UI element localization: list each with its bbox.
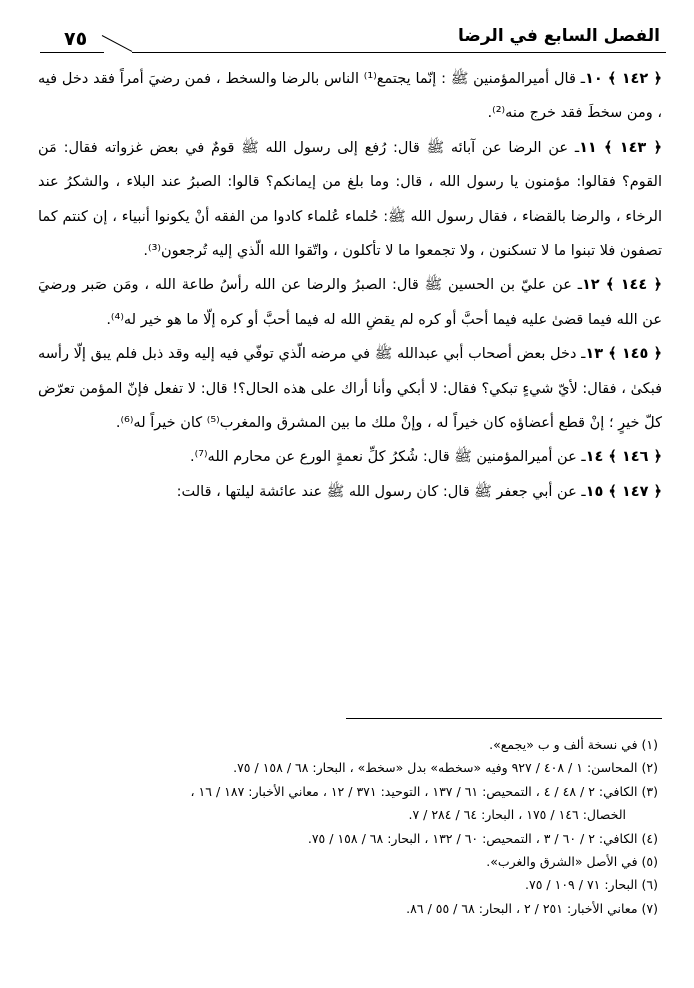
- hadith-text: ـ عن أبي جعفر ﷺ قال: كان رسول الله ﷺ عند عائشة ليلتها ، قالت:: [176, 483, 586, 500]
- footnote: (٢) المحاسن: ١ / ٤٠٨ / ٩٢٧ وفيه «سخطه» بدل «سخط» ، البحار: ٦٨ / ١٥٨ / ٧٥.: [233, 760, 658, 776]
- main-text: [38, 62, 662, 509]
- footnote-separator: [346, 718, 662, 719]
- hadith-number: ﴿ ١٤٤ ﴾ ١٢: [581, 277, 663, 294]
- hadith-text: ـ دخل بعض أصحاب أبي عبدالله ﷺ في مرضه الّذي توفّي فيه إليه وقد ذبل فلم يبق إلّا رأسه فبكىٰ ، فقال: لأيّ شيءٍ تبكي؟ فقال: لا أبكي وأنا أراك على هذه الحال؟! قال: لا تفعل فإنّ المؤمن تعرّض كلّ خيرٍ ؛ إنْ قطع أعضاؤه كان خيراً له ، وإنْ ملك ما بين المشرق والمغرب⁽⁵⁾ كان خيراً له⁽⁶⁾.: [38, 346, 662, 432]
- header-rule: [132, 52, 666, 53]
- hadith-paragraph: [38, 62, 662, 131]
- footnote-continuation: الخصال: ١٤٦ / ١٧٥ ، البحار: ٦٤ / ٢٨٤ / ٧.: [408, 807, 626, 823]
- hadith-number: ﴿ ١٤٦ ﴾ ١٤: [585, 449, 662, 466]
- hadith-paragraph: [38, 337, 662, 440]
- hadith-text: ـ عن عليّ بن الحسين ﷺ قال: الصبرُ والرضا عن الله رأسُ طاعة الله ، ومَن صَبر ورضيَ عن الله فيما قضىٰ عليه فيما أحبَّ أو كره لم يقضِ الله له فيما أحبَّ أو كره إلّا ما هو خير له⁽⁴⁾.: [38, 277, 662, 328]
- header-rule-left: [40, 52, 104, 53]
- hadith-number: ﴿ ١٤٧ ﴾ ١٥: [585, 483, 662, 500]
- hadith-paragraph: [38, 440, 662, 474]
- page-number: ٧٥: [64, 28, 88, 50]
- hadith-text: ـ عن أميرالمؤمنين ﷺ قال: شُكرُ كلِّ نعمةٍ الورع عن محارم الله⁽⁷⁾.: [190, 449, 586, 466]
- hadith-paragraph: [38, 475, 662, 509]
- page-header: [40, 26, 666, 58]
- footnote: (٣) الكافي: ٢ / ٤٨ / ٤ ، التمحيص: ٦١ / ١٣٧ ، التوحيد: ٣٧١ / ١٢ ، معاني الأخبار: ١٨٧ / ١٦ ،: [190, 783, 658, 799]
- footnote: (١) في نسخة ألف و ب «يجمع».: [489, 737, 658, 752]
- chapter-title: الفصل السابع في الرضا: [458, 26, 660, 46]
- footnote: (٥) في الأصل «الشرق والغرب».: [486, 854, 658, 870]
- footnote: (٧) معاني الأخبار: ٢٥١ / ٢ ، البحار: ٦٨ / ٥٥ / ٨٦.: [406, 900, 658, 916]
- footnotes: [38, 733, 662, 920]
- footnote: (٦) البحار: ٧١ / ١٠٩ / ٧٥.: [525, 877, 658, 893]
- hadith-text: ـ عن الرضا عن آبائه ﷺ قال: رُفع إلى رسول الله ﷺ قومٌ في بعض غزواته فقال: مَن القوم؟ فقالوا: مؤمنون يا رسول الله ، قال: وما بلغ من إيمانكم؟ قالوا: الصبرُ عند البلاء ، والشكرُ عند الرخاء ، والرضا بالقضاء ، فقال رسول الله ﷺ: حُلماء عُلماء كادوا من الفقه أنْ يكونوا أنبياء ، إن كنتم كما تصفون فلا تبنوا ما لا تسكنون ، ولا تجمعوا ما لا تأكلون ، واتّقوا الله الّذي إليه تُرجعون⁽³⁾.: [38, 139, 662, 260]
- hadith-number: ﴿ ١٤٥ ﴾ ١٣: [585, 346, 663, 363]
- hadith-paragraph: [38, 131, 662, 269]
- header-rule-slant: [102, 35, 132, 52]
- footnote: (٤) الكافي: ٢ / ٦٠ / ٣ ، التمحيص: ٦٠ / ١٣٢ ، البحار: ٦٨ / ١٥٨ / ٧٥.: [307, 830, 658, 846]
- hadith-number: ﴿ ١٤٣ ﴾ ١١: [579, 139, 662, 156]
- hadith-text: ـ قال أميرالمؤمنين ﷺ : إنّما يجتمع⁽¹⁾ الناس بالرضا والسخط ، فمن رضيَ أمراً فقد دخل فيه ، ومن سخطَ فقد خرج منه⁽²⁾.: [38, 71, 662, 122]
- hadith-paragraph: [38, 268, 662, 337]
- hadith-number: ﴿ ١٤٢ ﴾ ١٠: [584, 71, 662, 87]
